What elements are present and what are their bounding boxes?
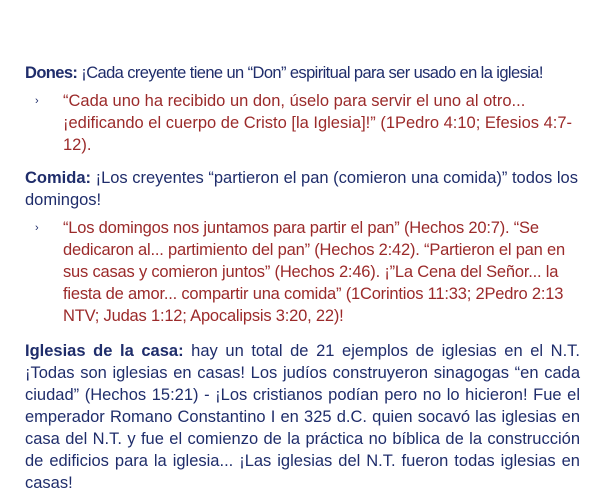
iglesias-text: hay un total de 21 ejemplos de iglesias en el N.T. ¡Todas son iglesias en casas! Los judíos construyeron sinagogas “en cada ciudad” (Hechos 15:21) - ¡Los cristianos podían pero no lo hicieron! Fue el emperador Romano Constantino I en 325 d.C. quien socavó las iglesias en casa del N.T. y fue el comienzo de la práctica no bíblica de la construcción de edificios para la iglesia... ¡Las iglesias del N.T. fueron todas iglesias en casas! [25, 342, 581, 492]
bullet-arrow-icon: › [35, 95, 39, 107]
comida-bullet [25, 217, 580, 327]
comida-heading [25, 167, 580, 211]
dones-heading [25, 62, 580, 84]
dones-bullet [25, 90, 580, 156]
dones-label: Dones: [25, 64, 78, 82]
section-comida [25, 167, 580, 327]
bullet-arrow-icon: › [35, 222, 39, 234]
iglesias-label: Iglesias de la casa: [25, 342, 184, 360]
dones-bullet-text: “Cada uno ha recibido un don, úselo para servir el uno al otro... ¡edificando el cuerpo de Cristo [la Iglesia]!” (1Pedro 4:10; Efesios 4:7-12). [63, 92, 573, 154]
comida-label: Comida: [25, 169, 91, 187]
comida-bullet-text: “Los domingos nos juntamos para partir el pan” (Hechos 20:7). “Se dedicaron al... partimiento del pan” (Hechos 2:42). “Partieron el pan en sus casas y comieron juntos” (Hechos 2:46). ¡”La Cena del Señor... la fiesta de amor... compartir una comida” (1Corintios 11:33; 2Pedro 2:13 NTV; Judas 1:12; Apocalipsis 3:20, 22)! [63, 219, 565, 325]
section-iglesias [25, 340, 580, 494]
section-dones [25, 62, 580, 156]
dones-text: ¡Cada creyente tiene un “Don” espiritual para ser usado en la iglesia! [77, 64, 543, 82]
iglesias-paragraph [25, 340, 580, 494]
comida-text: ¡Los creyentes “partieron el pan (comieron una comida)” todos los domingos! [25, 169, 578, 209]
